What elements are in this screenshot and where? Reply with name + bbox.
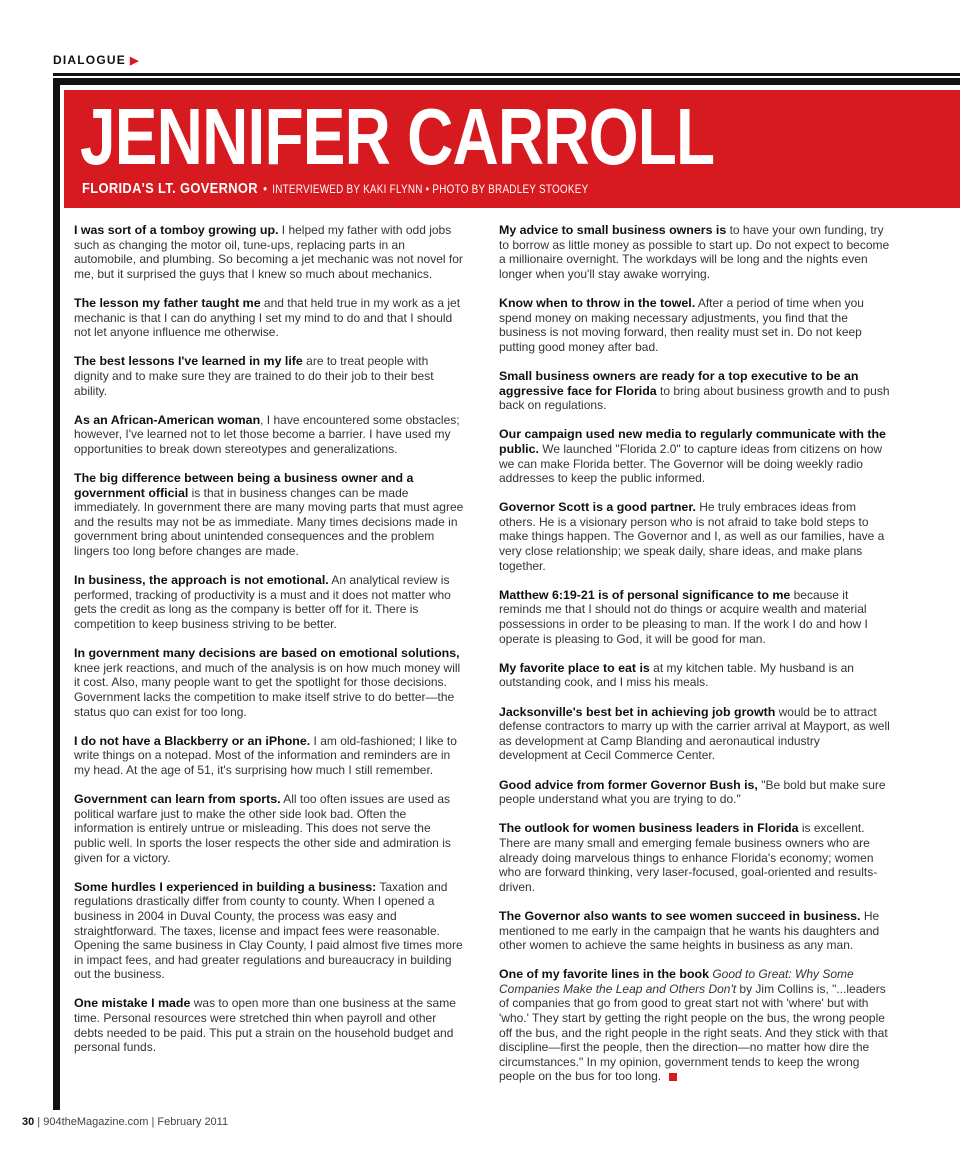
frame-left-bar <box>53 78 60 1110</box>
paragraph-body: He truly embraces ideas from others. He is a visionary person who is not afraid to take bold steps to make things happen. The Governor and I, as well as our families, have a very close relationship; we speak daily, share ideas, and make plans together. <box>499 500 885 573</box>
paragraph <box>74 471 464 559</box>
paragraph-body: and that held true in my work as a jet mechanic is that I can do anything I set my mind to do and that I should not let anyone influence me otherwise. <box>74 295 461 340</box>
paragraph-body: We launched "Florida 2.0" to capture ideas from citizens on how we can make Florida better. The Governor will be doing weekly radio addresses to keep the public informed. <box>499 441 883 486</box>
section-label-text: DIALOGUE <box>53 53 126 67</box>
paragraph-body: at my kitchen table. My husband is an outstanding cook, and I miss his meals. <box>499 660 854 690</box>
paragraph <box>74 734 464 778</box>
paragraph-body: is excellent. There are many small and emerging female business owners who are already doing marvelous things to enhance Florida's economy; women who are forward thinking, very laser-focused, goal-oriented and results-driven. <box>499 821 878 894</box>
paragraph-lead: Government can learn from sports. <box>74 792 281 807</box>
paragraph <box>499 500 891 573</box>
paragraph-lead: Governor Scott is a good partner. <box>499 500 696 515</box>
paragraph-lead: As an African-American woman <box>74 412 261 427</box>
paragraph <box>499 821 891 894</box>
paragraph-body: was to open more than one business at the same time. Personal resources were stretched thin when payroll and other debts needed to be paid. This put a strain on the household budget and personal funds. <box>74 996 456 1055</box>
right-column <box>499 223 891 1099</box>
byline-separator: • <box>263 181 268 196</box>
publication-info: | 904theMagazine.com | February 2011 <box>34 1116 229 1128</box>
paragraph <box>499 661 891 690</box>
paragraph-body: An analytical review is performed, tracking of productivity is a must and it does not matter who gets the credit as long as the company is better off for it. There is competition to keep business striving to be better. <box>74 573 451 632</box>
paragraph-body: I am old-fashioned; I like to write things on a notepad. Most of the information and reminders are in my head. At the age of 51, it's surprising how much I still remember. <box>74 733 457 777</box>
paragraph-lead: The Governor also wants to see women succeed in business. <box>499 908 861 923</box>
section-label <box>53 53 140 67</box>
play-arrow-icon: ▶ <box>129 55 140 67</box>
paragraph-lead: The big difference between being a business owner and a government official <box>74 471 414 500</box>
book-title: Good to Great: Why Some Companies Make the Leap and Others Don't <box>499 967 854 996</box>
paragraph-lead: My favorite place to eat is <box>499 660 650 675</box>
paragraph-lead: In government many decisions are based on emotional solutions, <box>74 646 460 661</box>
paragraph <box>74 223 464 281</box>
left-column <box>74 223 464 1069</box>
paragraph-body: Taxation and regulations drastically differ from county to county. When I opened a business in 2004 in Duval County, the process was easy and straightforward. The taxes, license and impact fees were reasonable. Opening the same business in Clay County, I paid almost five times more in impact fees, and had greater regulations and bureaucracy in building out the business. <box>74 879 463 982</box>
paragraph-lead: Good advice from former Governor Bush is, <box>499 777 758 792</box>
paragraph-body: "Be bold but make sure people understand what you are trying to do." <box>499 777 886 807</box>
paragraph-body: He mentioned to me early in the campaign that he wants his daughters and other women to achieve the same heights in business as any man. <box>499 908 880 953</box>
paragraph <box>74 296 464 340</box>
paragraph <box>74 880 464 982</box>
paragraph-lead: I do not have a Blackberry or an iPhone. <box>74 733 311 748</box>
paragraph-lead: Small business owners are ready for a top executive to be an aggressive face for Florida <box>499 368 859 398</box>
paragraph-body: All too often issues are used as political warfare just to make the other side look bad. Often the information is entirely untrue or misleading. This does not serve the public well. In sports the loser respects the other side and admiration is given for a victory. <box>74 792 451 865</box>
frame-top-bar <box>53 78 960 85</box>
paragraph <box>499 427 891 485</box>
paragraph <box>74 996 464 1054</box>
paragraph <box>499 705 891 763</box>
paragraph-lead: One of my favorite lines in the book <box>499 967 709 982</box>
paragraph-body: After a period of time when you spend money on making necessary adjustments, you find that the business is not moving forward, then reality must set in. Do not keep putting good money after bad. <box>499 295 864 354</box>
paragraph-lead: Know when to throw in the towel. <box>499 295 696 310</box>
paragraph-lead: Matthew 6:19-21 is of personal significance to me <box>499 587 791 602</box>
paragraph-body: because it reminds me that I should not do things or acquire wealth and material possessions in order to be pleasing to man. If the work I do and how I operate is pleasing to God, it will be good for man. <box>499 587 868 646</box>
paragraph-lead: I was sort of a tomboy growing up. <box>74 223 279 237</box>
subject-role: FLORIDA'S LT. GOVERNOR <box>82 180 258 197</box>
paragraph-body: to bring about business growth and to push back on regulations. <box>499 383 890 413</box>
top-rule <box>53 73 960 76</box>
paragraph-body: I helped my father with odd jobs such as changing the motor oil, tune-ups, replacing parts in an automobile, and plumbing. So becoming a jet mechanic was not novel for me, but it surprised the guys that I knew so much about mechanics. <box>74 223 463 281</box>
byline <box>82 180 588 198</box>
title-banner <box>64 90 960 208</box>
byline-credits: INTERVIEWED BY KAKI FLYNN • PHOTO BY BRADLEY STOOKEY <box>272 184 589 196</box>
page-title: JENNIFER CARROLL <box>80 92 715 181</box>
paragraph-lead: In business, the approach is not emotional. <box>74 573 329 588</box>
paragraph-lead: Jacksonville's best bet in achieving job growth <box>499 704 776 719</box>
paragraph-body: are to treat people with dignity and to make sure they are trained to do their job to their best ability. <box>74 354 434 398</box>
paragraph-body: would be to attract defense contractors to marry up with the carrier arrival at Mayport, as well as development at Camp Blanding and aeronautical industry development at Cecil Commerce Center. <box>499 704 890 763</box>
paragraph-lead: The lesson my father taught me <box>74 295 261 310</box>
paragraph <box>499 223 891 281</box>
paragraph <box>74 354 464 398</box>
paragraph <box>74 792 464 865</box>
paragraph-body: by Jim Collins is, "...leaders of companies that go from good to great start not with 'where' but with 'who.' They start by getting the right people on the bus, the wrong people off the bus, and the right people in the right seats. And they stick with that discipline—first the people, then the direction—no matter how dire the circumstances." In my opinion, government tends to keep the wrong people on the bus for too long. <box>499 981 888 1084</box>
paragraph-lead: One mistake I made <box>74 996 191 1011</box>
paragraph <box>499 778 891 807</box>
paragraph-lead: My advice to small business owners is <box>499 223 727 237</box>
paragraph-body: , I have encountered some obstacles; however, I've learned not to let those become a barrier. I have used my opportunities to break down stereotypes and generalizations. <box>74 412 460 456</box>
paragraph <box>499 588 891 646</box>
paragraph <box>74 413 464 457</box>
paragraph-lead: The best lessons I've learned in my life <box>74 354 303 369</box>
paragraph-body: knee jerk reactions, and much of the analysis is on how much money will it cost. Also, many people want to get the spotlight for those decisions. Government lacks the competition to make itself strive to do better—the status quo can exist for too long. <box>74 660 461 719</box>
page-footer <box>22 1116 228 1128</box>
paragraph <box>74 646 464 719</box>
paragraph <box>74 573 464 631</box>
paragraph-body: to have your own funding, try to borrow as little money as possible to start up. Do not expect to become a millionaire overnight. The workdays will be long and the nights even longer when you'll stay awake worrying. <box>499 223 890 281</box>
paragraph-lead: The outlook for women business leaders in Florida <box>499 821 799 836</box>
final-paragraph <box>499 967 891 1084</box>
paragraph <box>499 369 891 413</box>
paragraph <box>499 909 891 953</box>
paragraph-body: is that in business changes can be made immediately. In government there are many moving parts that must agree and the results may not be as immediate. Many times decisions made in government bring about unintended consequences and the problem lingers too long before changes are made. <box>74 485 464 559</box>
paragraph-lead: Our campaign used new media to regularly communicate with the public. <box>499 427 886 456</box>
paragraph-lead: Some hurdles I experienced in building a business: <box>74 879 377 894</box>
paragraph <box>499 296 891 354</box>
page-number: 30 <box>22 1116 35 1128</box>
end-of-article-mark <box>669 1073 677 1081</box>
